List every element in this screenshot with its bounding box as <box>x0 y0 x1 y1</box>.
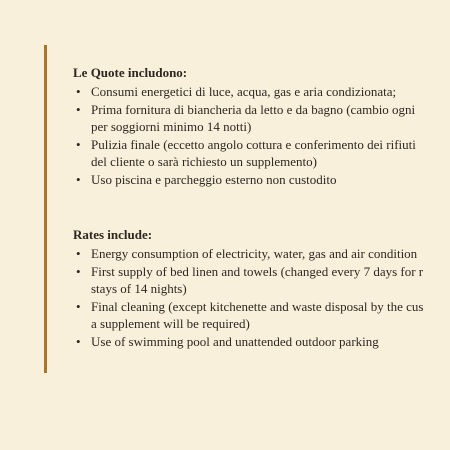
italian-heading: Le Quote includono: <box>73 65 188 80</box>
english-section <box>73 226 450 350</box>
list-item <box>73 263 450 298</box>
list-item-line: stays of 14 nights) <box>91 281 187 296</box>
list-item <box>73 333 450 351</box>
list-item-line: • Final cleaning (except kitchenette and waste disposal by the cus <box>91 298 424 314</box>
list-item-line: a supplement will be required) <box>91 316 250 331</box>
accent-bar <box>44 45 47 373</box>
list-item <box>73 83 450 101</box>
list-item <box>73 245 450 263</box>
list-item-line: • Uso piscina e parcheggio esterno non custodito <box>91 171 337 187</box>
list-item-line: • First supply of bed linen and towels (changed every 7 days for r <box>91 263 424 279</box>
italian-list <box>73 83 450 188</box>
italian-section <box>73 64 450 188</box>
list-item <box>73 136 450 171</box>
list-item <box>73 101 450 136</box>
list-item-line: • Prima fornitura di biancheria da letto e da bagno (cambio ogni <box>91 101 416 117</box>
list-item <box>73 298 450 333</box>
list-item-line: • Consumi energetici di luce, acqua, gas e aria condizionata; <box>91 84 397 99</box>
english-list <box>73 245 450 350</box>
list-item-line: per soggiorni minimo 14 notti) <box>91 119 252 134</box>
list-item <box>73 171 450 189</box>
list-item-line: del cliente o sarà richiesto un supplemento) <box>91 154 317 169</box>
list-item-line: • Pulizia finale (eccetto angolo cottura e conferimento dei rifiuti <box>91 136 416 152</box>
english-heading: Rates include: <box>73 227 153 242</box>
list-item-line: • Use of swimming pool and unattended outdoor parking <box>91 333 379 349</box>
rates-content <box>73 64 450 350</box>
list-item-line: • Energy consumption of electricity, water, gas and air condition <box>91 246 418 261</box>
